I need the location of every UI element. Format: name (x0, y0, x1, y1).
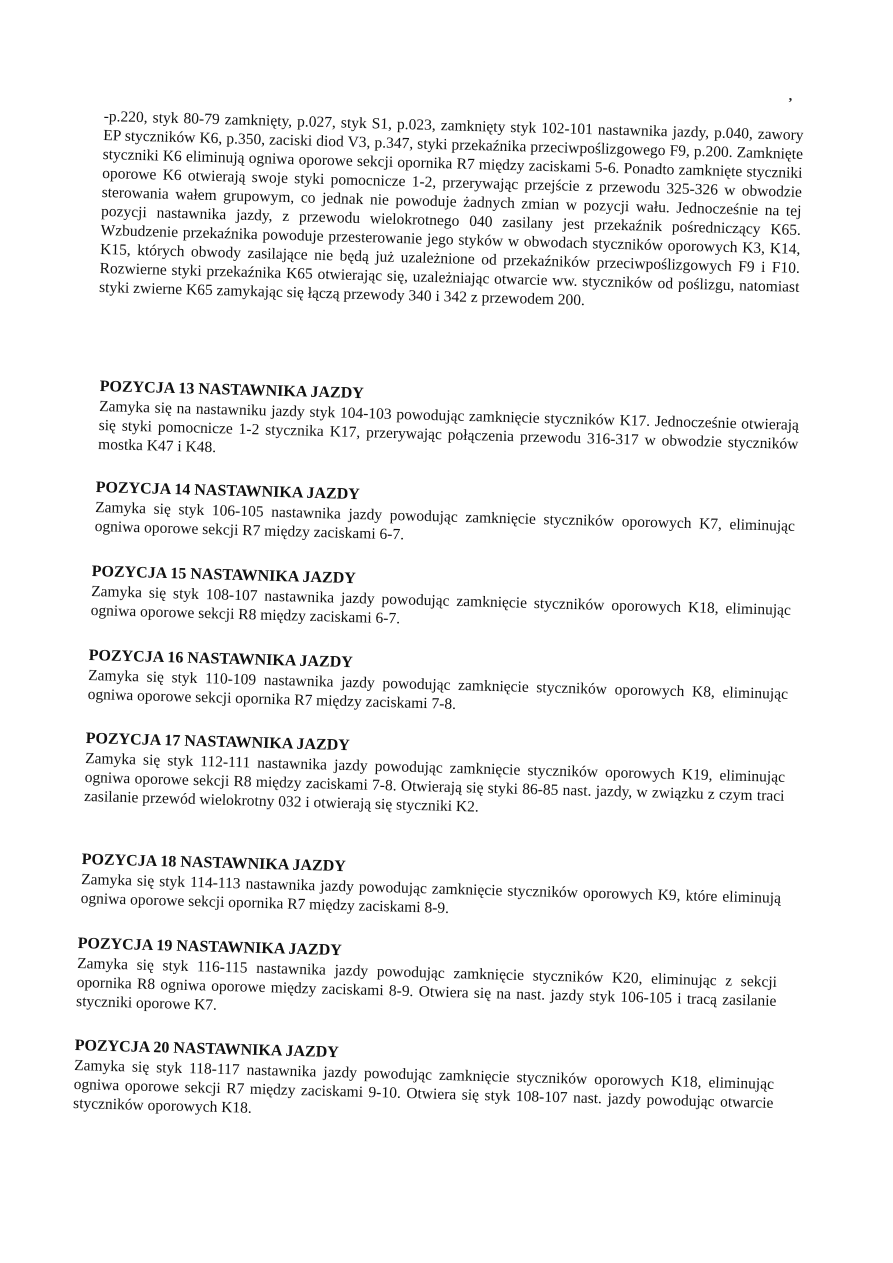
section-position-19 (76, 934, 778, 1030)
section-position-20 (73, 1036, 775, 1132)
intro-paragraph-block (99, 107, 804, 316)
section-paragraph: Zamyka się styk 114-113 nastawnika jazdy powodując zamknięcie styczników oporowych K9, które eliminują ogniwa oporowe sekcji opornika R7 między zaciskami 8-9. (80, 870, 782, 917)
section-paragraph: Zamyka się styk 110-109 nastawnika jazdy powodując zamknięcie styczników oporowych K8, eliminując ogniwa oporowe sekcji opornika R7 między zaciskami 7-8. (87, 666, 789, 713)
section-heading: POZYCJA 14 NASTAWNIKA JAZDY (95, 478, 361, 504)
section-position-15 (90, 562, 791, 639)
section-heading: POZYCJA 20 NASTAWNIKA JAZDY (74, 1036, 340, 1062)
section-heading: POZYCJA 17 NASTAWNIKA JAZDY (85, 729, 351, 755)
intro-paragraph: -p.220, styk 80-79 zamknięty, p.027, styk S1, p.023, zamknięty styk 102-101 nastawnika jazdy, p.040, zawory EP styczników K6, p.350, zaciski diod V3, p.347, styki przekaźnika przeciwpoślizgowego F9, p.200. Zamknięte styczniki K6 eliminują ogniwa oporowe sekcji opornika R7 między zaciskami 5-6. Ponadto zamknięte styczniki oporowe K6 otwierają swoje styki pomocnicze 1-2, przerywając przejście z przewodu 325-326 w obwodzie sterowania wałem grupowym, co jednak nie powoduje żadnych zmian w pozycji wału. Jednocześnie na tej pozycji nastawnika jazdy, z przewodu wielokrotnego 040 zasilany jest przekaźnik pośredniczący K65. Wzbudzenie przekaźnika powoduje przesterowanie jego styków w obwodach styczników oporowych K3, K14, K15, których obwody zasilające nie będą już uzależnione od przekaźników przeciwpoślizgowych F9 i F10. Rozwierne styki przekaźnika K65 otwierając się, uzależniając otwarcie ww. styczników od poślizgu, natomiast styki zwierne K65 zamykając się łączą przewody 340 i 342 z przewodem 200. (98, 107, 804, 310)
section-position-13 (98, 377, 800, 473)
section-position-14 (94, 478, 795, 555)
section-heading: POZYCJA 13 NASTAWNIKA JAZDY (99, 377, 365, 403)
section-heading: POZYCJA 16 NASTAWNIKA JAZDY (88, 646, 354, 672)
section-heading: POZYCJA 18 NASTAWNIKA JAZDY (81, 850, 347, 876)
section-paragraph: Zamyka się styk 116-115 nastawnika jazdy powodując zamknięcie styczników K20, eliminując z sekcji opornika R8 ogniwa oporowe między zaciskami 8-9. Otwiera się na nast. jazdy styk 106-105 i tracą zasilanie styczniki oporowe K7. (75, 954, 778, 1014)
section-heading: POZYCJA 19 NASTAWNIKA JAZDY (77, 934, 343, 960)
section-position-17 (84, 729, 786, 825)
corner-mark: ʼ (788, 96, 793, 111)
section-paragraph: Zamyka się styk 118-117 nastawnika jazdy powodując zamknięcie styczników oporowych K18, eliminując ogniwa oporowe sekcji R7 między zaciskami 9-10. Otwiera się styk 108-107 nast. jazdy powodując otwarcie styczników oporowych K18. (72, 1056, 775, 1117)
section-heading: POZYCJA 15 NASTAWNIKA JAZDY (91, 562, 357, 588)
section-paragraph: Zamyka się styk 108-107 nastawnika jazdy powodując zamknięcie styczników oporowych K18, eliminując ogniwa oporowe sekcji R8 między zaciskami 6-7. (90, 582, 792, 628)
section-position-18 (80, 850, 781, 927)
section-paragraph: Zamyka się styk 106-105 nastawnika jazdy powodując zamknięcie styczników oporowych K7, eliminując ogniwa oporowe sekcji R7 między zaciskami 6-7. (94, 498, 796, 544)
section-position-16 (87, 646, 788, 723)
section-paragraph: Zamyka się na nastawniku jazdy styk 104-103 powodując zamknięcie styczników K17. Jednocześnie otwierają się styki pomocnicze 1-2 stycznika K17, przerywając połączenia przewodu 316-317 w obwodzie styczników mostka K47 i K48. (97, 397, 800, 457)
section-paragraph: Zamyka się styk 112-111 nastawnika jazdy powodując zamknięcie styczników oporowych K19, eliminując ogniwa oporowe sekcji R8 między zaciskami 7-8. Otwierają się styki 86-85 nast. jazdy, w związku z czym traci zasilanie przewód wielokrotny 032 i otwierają się styczniki K2. (83, 749, 786, 816)
